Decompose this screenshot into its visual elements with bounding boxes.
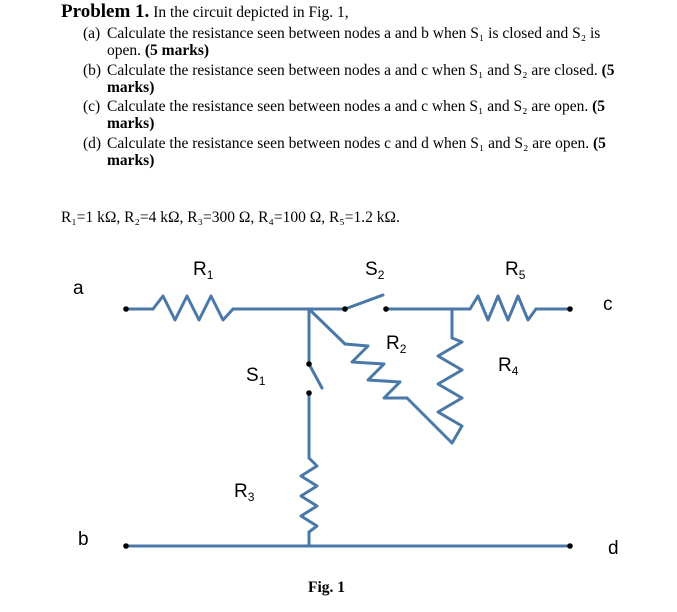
part-d-marks-open: (5 (592, 135, 606, 152)
part-c-marks-open: (5 (592, 98, 606, 115)
label-s1: $S_1$ (246, 365, 266, 388)
wire-r2-lead-in (309, 309, 345, 344)
switch-s2-left-contact (342, 306, 348, 312)
part-a-label: (a) (83, 25, 101, 42)
part-c-text: Calculate the resistance seen between nodes a and c when S₁ and S₂ are open. (107, 98, 589, 115)
switch-s1-bottom-contact (306, 390, 312, 396)
part-c-label: (c) (83, 98, 101, 115)
label-r4: $R_4$ (498, 355, 519, 378)
resistor-r3-zigzag (301, 458, 317, 532)
problem-intro: In the circuit depicted in Fig. 1, (153, 4, 349, 21)
problem-title: Problem 1. (61, 1, 150, 22)
part-b-label: (b) (83, 62, 102, 79)
part-a-text: Calculate the resistance seen between nodes a and b when S₁ is closed and S₂ is (107, 25, 601, 42)
node-b-terminal (123, 543, 129, 549)
part-b-marks-close: marks) (107, 79, 155, 96)
resistor-r5-zigzag (470, 296, 536, 320)
wire-r2-to-r4 (407, 398, 452, 443)
label-s2: $S_2$ (365, 259, 385, 282)
switch-s1-top-contact (306, 361, 312, 367)
part-a-marks: (5 marks) (144, 42, 210, 59)
terminals (123, 306, 573, 549)
resistor-r4-zigzag (438, 338, 462, 443)
part-d-marks-close: marks) (107, 152, 155, 169)
part-b-marks-open: (5 (601, 62, 615, 79)
switch-s2-blade (345, 295, 383, 309)
resistor-r1-zigzag (153, 296, 233, 320)
node-c-terminal (567, 306, 573, 312)
part-d-text: Calculate the resistance seen between nodes c and d when S₁ and S₂ are open. (107, 135, 590, 152)
switch-s1-blade (309, 364, 322, 388)
node-a-label: a (73, 278, 84, 299)
part-b-text: Calculate the resistance seen between nodes a and c when S₁ and S₂ are closed. (107, 62, 598, 79)
node-d-label: d (608, 538, 619, 559)
label-r2: $R_2$ (386, 333, 407, 356)
figure-caption: Fig. 1 (308, 579, 346, 596)
label-r5: $R_5$ (505, 259, 526, 282)
node-a-terminal (123, 306, 129, 312)
node-c-label: c (603, 294, 613, 315)
label-r1: $R_1$ (193, 259, 214, 282)
switch-s2-right-contact (383, 306, 389, 312)
label-r3: $R_3$ (234, 481, 255, 504)
circuit-wires (126, 295, 570, 546)
part-a-text-cont: open. (107, 42, 142, 59)
part-c-marks-close: marks) (107, 115, 155, 132)
node-b-label: b (78, 529, 89, 550)
component-values: R₁=1 kΩ, R₂=4 kΩ, R₃=300 Ω, R₄=100 Ω, R₅=1.2 kΩ. (61, 209, 400, 226)
part-d-label: (d) (83, 135, 102, 152)
node-d-terminal (567, 543, 573, 549)
